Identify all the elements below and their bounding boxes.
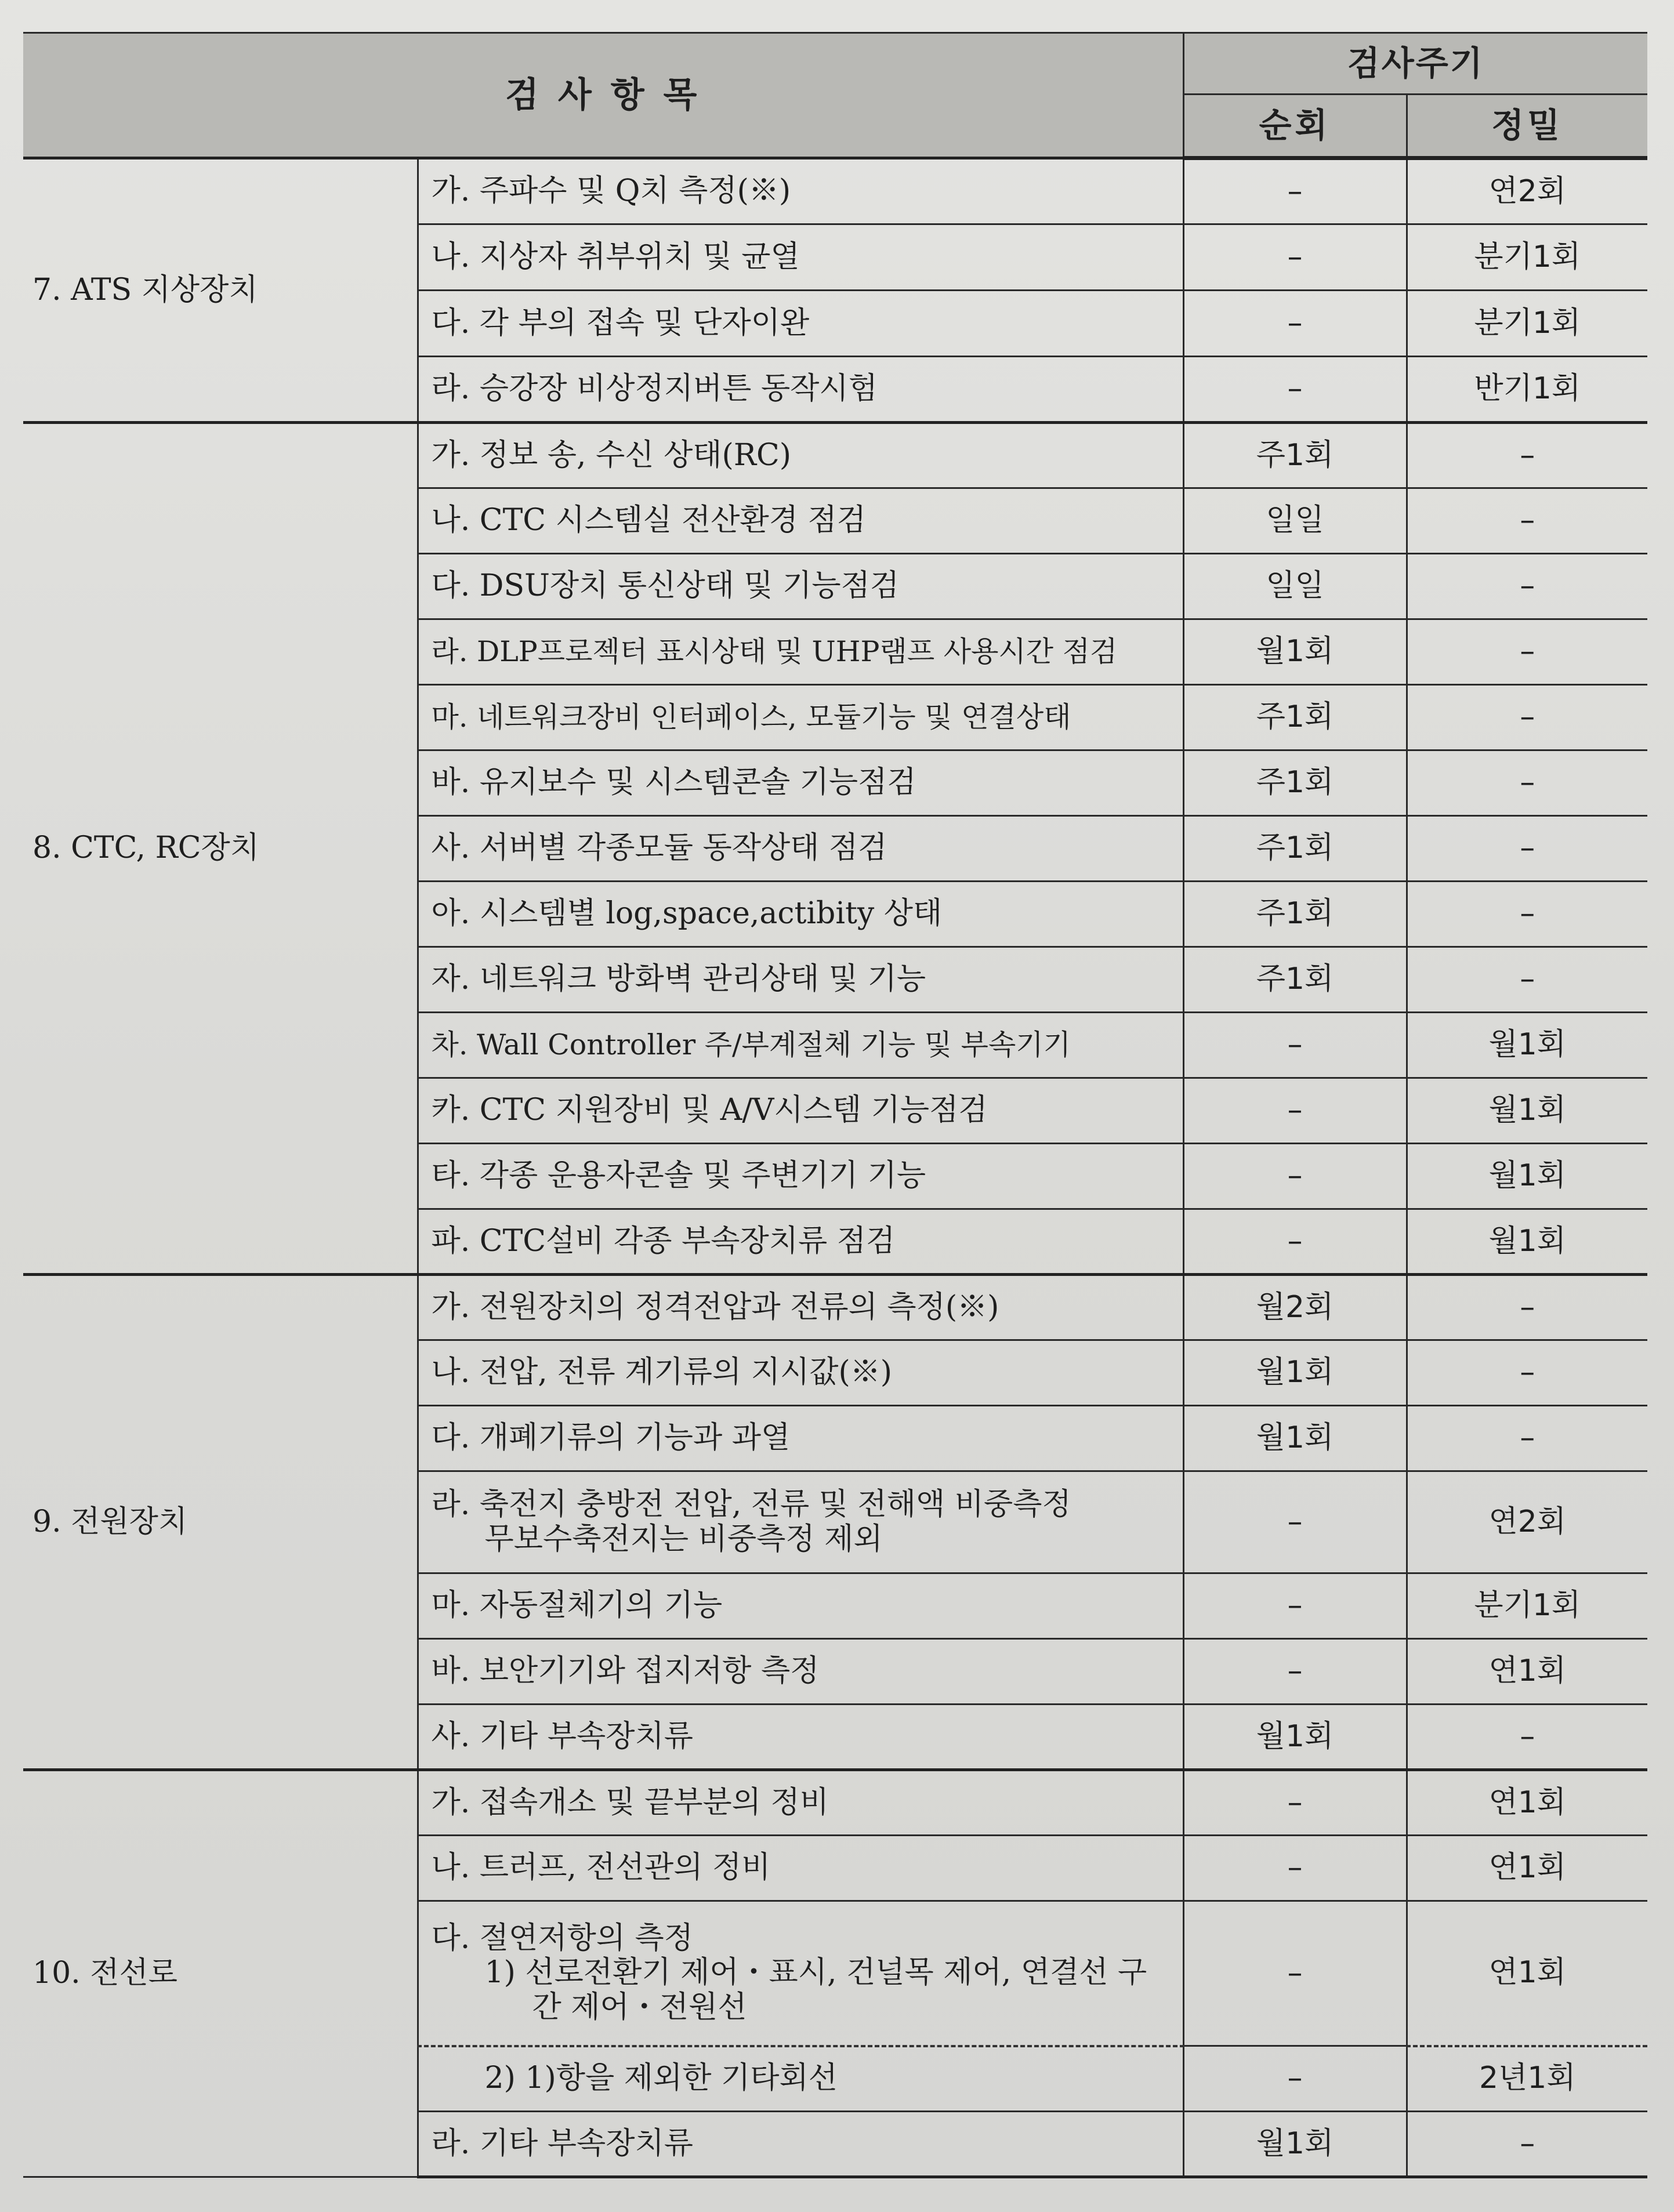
patrol-cycle: – <box>1183 224 1407 291</box>
inspection-item: 마. 네트워크장비 인터페이스, 모듈기능 및 연결상태 <box>418 685 1183 750</box>
patrol-cycle: 주1회 <box>1183 685 1407 750</box>
inspection-item: 아. 시스템별 log,space,actibity 상태 <box>418 882 1183 947</box>
precise-cycle: 반기1회 <box>1407 357 1647 423</box>
inspection-item: 타. 각종 운용자콘솔 및 주변기기 기능 <box>418 1144 1183 1209</box>
patrol-cycle: – <box>1183 1209 1407 1275</box>
inspection-item: 나. 트러프, 전선관의 정비 <box>418 1836 1183 1901</box>
inspection-item: 다. 각 부의 접속 및 단자이완 <box>418 291 1183 357</box>
patrol-cycle: 주1회 <box>1183 816 1407 882</box>
patrol-cycle: 월1회 <box>1183 1705 1407 1770</box>
inspection-item: 가. 정보 송, 수신 상태(RC) <box>418 423 1183 488</box>
inspection-item: 가. 접속개소 및 끝부분의 정비 <box>418 1770 1183 1836</box>
patrol-cycle: 월1회 <box>1183 1340 1407 1406</box>
patrol-cycle: – <box>1183 1573 1407 1639</box>
precise-cycle: 연1회 <box>1407 1836 1647 1901</box>
inspection-item: 다. DSU장치 통신상태 및 기능점검 <box>418 554 1183 619</box>
inspection-item: 가. 주파수 및 Q치 측정(※) <box>418 158 1183 224</box>
inspection-item-line: 라. 축전지 충방전 전압, 전류 및 전해액 비중측정 <box>431 1486 1071 1522</box>
precise-cycle: 연2회 <box>1407 158 1647 224</box>
precise-cycle: – <box>1407 423 1647 488</box>
inspection-item-note: 무보수축전지는 비중측정 제외 <box>484 1521 883 1557</box>
inspection-sub-item-text: 2) 1)항을 제외한 기타회선 <box>484 2061 838 2096</box>
inspection-sub-item: 1) 선로전환기 제어・표시, 건널목 제어, 연결선 구간 제어・전원선 <box>484 1955 1147 2025</box>
patrol-cycle: 월1회 <box>1183 1406 1407 1471</box>
inspection-item: 바. 유지보수 및 시스템콘솔 기능점검 <box>418 750 1183 816</box>
inspection-item: 라. DLP프로젝터 표시상태 및 UHP램프 사용시간 점검 <box>418 619 1183 685</box>
header-inspection-cycle: 검사주기 <box>1183 33 1647 95</box>
precise-cycle: 월1회 <box>1407 1144 1647 1209</box>
precise-cycle: 분기1회 <box>1407 291 1647 357</box>
header-patrol: 순회 <box>1183 95 1407 158</box>
inspection-item: 바. 보안기기와 접지저항 측정 <box>418 1639 1183 1705</box>
section-title: 8. CTC, RC장치 <box>23 423 418 1275</box>
section-title: 10. 전선로 <box>23 1770 418 2177</box>
precise-cycle: – <box>1407 1340 1647 1406</box>
inspection-item <box>418 1901 1183 2046</box>
inspection-sub-item <box>418 2046 1183 2112</box>
patrol-cycle: – <box>1183 158 1407 224</box>
inspection-item: 라. 기타 부속장치류 <box>418 2112 1183 2177</box>
inspection-item: 나. CTC 시스템실 전산환경 점검 <box>418 488 1183 554</box>
patrol-cycle: 일일 <box>1183 488 1407 554</box>
patrol-cycle: 월1회 <box>1183 2112 1407 2177</box>
precise-cycle: 월1회 <box>1407 1078 1647 1144</box>
precise-cycle: – <box>1407 1406 1647 1471</box>
patrol-cycle: 주1회 <box>1183 947 1407 1013</box>
inspection-item: 나. 전압, 전류 계기류의 지시값(※) <box>418 1340 1183 1406</box>
patrol-cycle: 주1회 <box>1183 423 1407 488</box>
inspection-item: 라. 승강장 비상정지버튼 동작시험 <box>418 357 1183 423</box>
precise-cycle: – <box>1407 1275 1647 1340</box>
patrol-cycle: – <box>1183 1144 1407 1209</box>
patrol-cycle: – <box>1183 1471 1407 1573</box>
precise-cycle: 월1회 <box>1407 1013 1647 1078</box>
patrol-cycle: – <box>1183 1770 1407 1836</box>
precise-cycle: 분기1회 <box>1407 224 1647 291</box>
section-title: 7. ATS 지상장치 <box>23 158 418 423</box>
precise-cycle: – <box>1407 554 1647 619</box>
patrol-cycle: 주1회 <box>1183 882 1407 947</box>
precise-cycle: – <box>1407 685 1647 750</box>
header-inspection-item: 검 사 항 목 <box>23 33 1183 158</box>
inspection-table <box>23 32 1647 2178</box>
header-precise: 정밀 <box>1407 95 1647 158</box>
precise-cycle: 연1회 <box>1407 1639 1647 1705</box>
precise-cycle: – <box>1407 947 1647 1013</box>
patrol-cycle: – <box>1183 357 1407 423</box>
patrol-cycle: – <box>1183 1639 1407 1705</box>
inspection-item <box>418 1471 1183 1573</box>
patrol-cycle: 월2회 <box>1183 1275 1407 1340</box>
section-title: 9. 전원장치 <box>23 1275 418 1770</box>
patrol-cycle: – <box>1183 291 1407 357</box>
patrol-cycle: – <box>1183 1078 1407 1144</box>
inspection-item: 나. 지상자 취부위치 및 균열 <box>418 224 1183 291</box>
patrol-cycle: – <box>1183 1013 1407 1078</box>
precise-cycle: 연2회 <box>1407 1471 1647 1573</box>
inspection-item: 마. 자동절체기의 기능 <box>418 1573 1183 1639</box>
precise-cycle: – <box>1407 750 1647 816</box>
precise-cycle: – <box>1407 619 1647 685</box>
inspection-item: 사. 기타 부속장치류 <box>418 1705 1183 1770</box>
inspection-item-line: 다. 절연저항의 측정 <box>431 1920 693 1956</box>
patrol-cycle: 월1회 <box>1183 619 1407 685</box>
precise-cycle: – <box>1407 2112 1647 2177</box>
precise-cycle: 2년1회 <box>1407 2046 1647 2112</box>
patrol-cycle: – <box>1183 2046 1407 2112</box>
precise-cycle: 연1회 <box>1407 1770 1647 1836</box>
inspection-item: 가. 전원장치의 정격전압과 전류의 측정(※) <box>418 1275 1183 1340</box>
inspection-item: 다. 개폐기류의 기능과 과열 <box>418 1406 1183 1471</box>
precise-cycle: 월1회 <box>1407 1209 1647 1275</box>
precise-cycle: 연1회 <box>1407 1901 1647 2046</box>
inspection-item: 사. 서버별 각종모듈 동작상태 점검 <box>418 816 1183 882</box>
patrol-cycle: – <box>1183 1836 1407 1901</box>
inspection-item: 차. Wall Controller 주/부계절체 기능 및 부속기기 <box>418 1013 1183 1078</box>
precise-cycle: 분기1회 <box>1407 1573 1647 1639</box>
inspection-item: 파. CTC설비 각종 부속장치류 점검 <box>418 1209 1183 1275</box>
inspection-item: 자. 네트워크 방화벽 관리상태 및 기능 <box>418 947 1183 1013</box>
precise-cycle: – <box>1407 1705 1647 1770</box>
precise-cycle: – <box>1407 816 1647 882</box>
precise-cycle: – <box>1407 488 1647 554</box>
precise-cycle: – <box>1407 882 1647 947</box>
patrol-cycle: – <box>1183 1901 1407 2046</box>
inspection-item: 카. CTC 지원장비 및 A/V시스템 기능점검 <box>418 1078 1183 1144</box>
patrol-cycle: 주1회 <box>1183 750 1407 816</box>
patrol-cycle: 일일 <box>1183 554 1407 619</box>
